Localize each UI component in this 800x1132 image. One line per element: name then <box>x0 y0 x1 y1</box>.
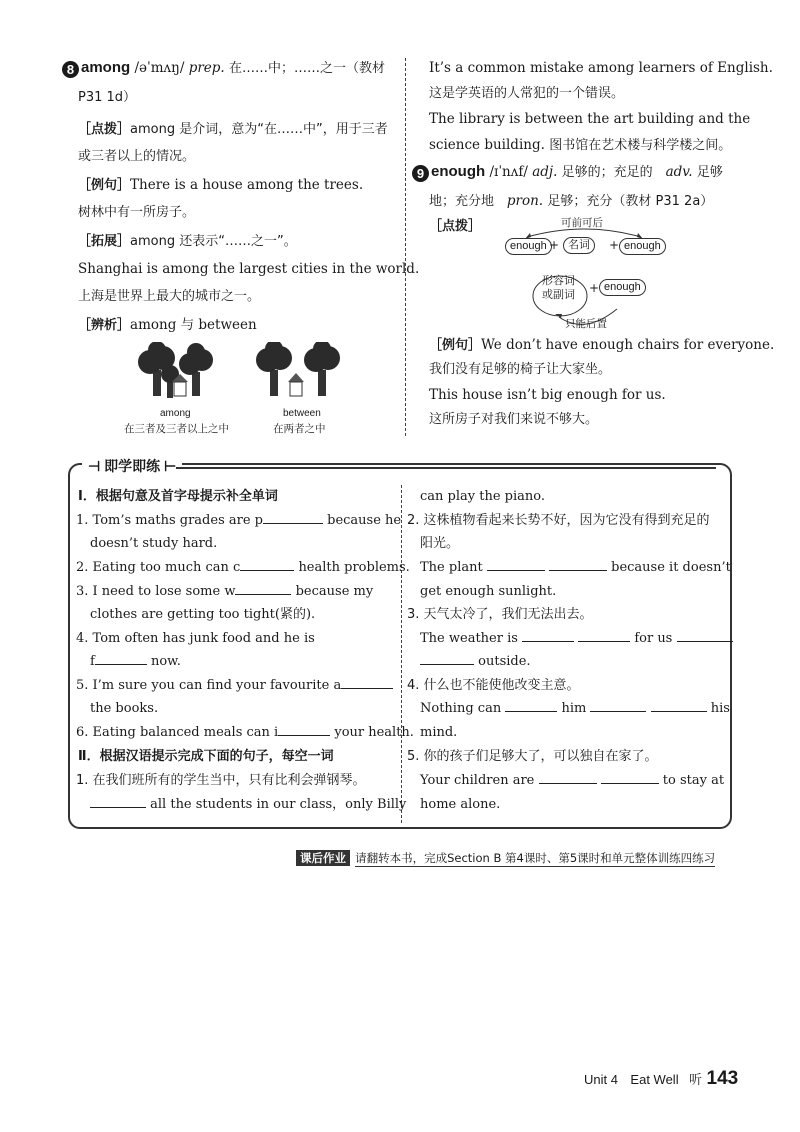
example-line <box>78 172 363 199</box>
cont-cn-1: 这是学英语的人常犯的一个错误。 <box>429 86 625 101</box>
textbook-ref: P31 1d） <box>78 90 137 105</box>
fig-between-cn: 在两者之中 <box>273 423 326 435</box>
part-of-speech: prep. <box>188 60 225 76</box>
extension-text: among 还表示“……之一”。 <box>130 234 297 249</box>
tree-icon <box>304 342 340 396</box>
question-text: to stay at <box>662 773 725 788</box>
homework-bar <box>296 847 715 867</box>
cont-line-2b <box>429 132 731 159</box>
exercise-title-bar: ⊣ 即学即练 ⊢ <box>82 456 182 478</box>
diagram-enough-after: enough <box>599 279 646 296</box>
enough-position-diagram <box>505 215 665 330</box>
answer-blank[interactable] <box>651 699 707 712</box>
translate-3-en <box>420 627 733 651</box>
analysis-label: ［辨析］ <box>78 318 131 333</box>
fig-between-en: between <box>283 408 321 419</box>
cont-cn-2: 图书馆在艺术楼与科学楼之间。 <box>549 138 732 153</box>
question-text: The plant <box>420 560 483 575</box>
question-text: him <box>561 701 587 716</box>
question-text: health problems. <box>298 560 410 575</box>
translate-5-en <box>420 769 724 793</box>
extension-cn: 上海是世界上最大的城市之一。 <box>78 289 261 304</box>
diagram-plus: + <box>589 281 600 295</box>
question-3 <box>76 580 373 604</box>
diagram-adj: 形容词 <box>542 274 575 287</box>
answer-blank[interactable] <box>539 771 597 784</box>
entry-number-badge: 9 <box>412 165 429 182</box>
diagram-adv-label: 或副词 <box>542 288 575 301</box>
cont-en-2b: science building. <box>429 137 545 153</box>
cont-en-1: It’s a common mistake among learners of English. <box>429 60 773 76</box>
phonetic: /ɪˈnʌf/ <box>489 164 528 180</box>
example-en: We don’t have enough chairs for everyone. <box>481 337 775 353</box>
answer-blank[interactable] <box>677 629 733 642</box>
example-line <box>429 332 774 359</box>
extension-label: ［拓展］ <box>78 234 131 249</box>
footer-title: Eat Well <box>630 1072 679 1087</box>
translate-3-en-cont <box>420 650 531 674</box>
answer-blank[interactable] <box>278 723 330 736</box>
example-label: ［例句］ <box>78 178 131 193</box>
fig-among-en: among <box>160 408 191 419</box>
translate-5-en-cont: home alone. <box>420 797 501 812</box>
exercise-title-rule <box>176 467 716 469</box>
page-footer <box>584 1068 738 1090</box>
diagram-enough-left: enough <box>505 238 552 255</box>
question-5-cont: the books. <box>90 701 159 716</box>
part-of-speech: adv. <box>665 164 693 180</box>
meaning: 足够；充分（教材 P31 2a） <box>547 194 714 209</box>
part-of-speech: pron. <box>506 193 544 209</box>
question-text: The weather is <box>420 631 518 646</box>
answer-blank[interactable] <box>235 582 291 595</box>
house-icon <box>288 373 304 396</box>
translate-2-en <box>420 556 731 580</box>
answer-blank[interactable] <box>263 511 323 524</box>
question-3-cont: clothes are getting too tight(紧的). <box>90 607 316 622</box>
question-text: Your children are <box>420 773 535 788</box>
extension-en: Shanghai is among the largest cities in the world. <box>78 261 420 277</box>
question-text: because he <box>327 513 402 528</box>
question-1 <box>76 509 401 533</box>
section-1-title: Ⅰ．根据句意及首字母提示补全单词 <box>78 489 278 504</box>
question-text: all the students in our class，only Billy <box>150 797 407 812</box>
translate-2-cn-cont: 阳光。 <box>420 536 460 551</box>
translate-4-en <box>420 697 730 721</box>
tip-line-1 <box>78 116 388 143</box>
extension-line <box>78 228 297 255</box>
question-text: because my <box>295 584 374 599</box>
tip-label: ［点拨］ <box>429 219 482 234</box>
question-text: for us <box>634 631 673 646</box>
fig-among-cn: 在三者及三者以上之中 <box>124 423 229 435</box>
translate-3-cn: 3. 天气太冷了，我们无法出去。 <box>407 607 593 622</box>
example-cn: 树林中有一所房子。 <box>78 205 196 220</box>
question-6 <box>76 721 414 745</box>
section-2-title: Ⅱ．根据汉语提示完成下面的句子，每空一词 <box>78 749 334 764</box>
headword: enough <box>431 163 486 180</box>
question-5 <box>76 674 393 698</box>
homework-text: 请翻转本书，完成Section B 第4课时、第5课时和单元整体训练四练习 <box>355 851 716 865</box>
entry-8-header <box>62 55 385 82</box>
meaning: 地；充分地 <box>429 194 495 209</box>
question-text: because it doesn’t <box>611 560 731 575</box>
answer-blank[interactable] <box>341 676 393 689</box>
entry-number-badge: 8 <box>62 61 79 78</box>
entry-9-line-2 <box>429 188 713 215</box>
tip-label: ［点拨］ <box>78 122 131 137</box>
tree-icon <box>256 342 292 396</box>
example-cn: 我们没有足够的椅子让大家坐。 <box>429 362 612 377</box>
diagram-noun: 名词 <box>563 237 595 254</box>
question-text: 3. I need to lose some w <box>76 584 236 599</box>
question-4-cont <box>90 650 181 674</box>
answer-blank[interactable] <box>240 558 294 571</box>
meaning: 在……中；……之一（教材 <box>229 61 386 76</box>
entry-9-header <box>412 159 723 186</box>
among-between-illustration <box>120 342 360 412</box>
answer-blank[interactable] <box>601 771 659 784</box>
answer-blank[interactable] <box>420 652 474 665</box>
question-1-cont: doesn’t study hard. <box>90 536 218 551</box>
diagram-plus: + <box>549 238 560 252</box>
question-text: your health. <box>334 725 414 740</box>
headword: among <box>81 59 131 76</box>
meaning: 足够 <box>696 165 723 180</box>
analysis-line <box>78 312 257 339</box>
answer-blank[interactable] <box>95 652 147 665</box>
footer-mode: 听 <box>689 1073 703 1088</box>
question-text: 5. I’m sure you can find your favourite a <box>76 678 342 693</box>
translate-5-cn: 5. 你的孩子们足够大了，可以独自在家了。 <box>407 749 658 764</box>
column-divider <box>405 58 406 436</box>
example-label: ［例句］ <box>429 338 482 353</box>
footer-unit: Unit 4 <box>584 1072 618 1087</box>
translate-4-en-cont: mind. <box>420 725 458 740</box>
question-text: now. <box>150 654 181 669</box>
question-4: 4. Tom often has junk food and he is <box>76 631 315 646</box>
diagram-after-label: 只能后置 <box>565 318 607 330</box>
tip-line-2: 或三者以上的情况。 <box>78 149 196 164</box>
answer-blank[interactable] <box>505 699 557 712</box>
question-text: f <box>90 654 95 669</box>
translate-2-cn: 2. 这株植物看起来长势不好，因为它没有得到充足的 <box>407 513 710 528</box>
question-text: 6. Eating balanced meals can i <box>76 725 279 740</box>
question-text: 1. Tom’s maths grades are p <box>76 513 263 528</box>
question-text: outside. <box>478 654 531 669</box>
answer-blank[interactable] <box>590 699 646 712</box>
translate-2-en-cont: get enough sunlight. <box>420 584 557 599</box>
answer-blank[interactable] <box>522 629 574 642</box>
example-cn: 这所房子对我们来说不够大。 <box>429 412 599 427</box>
translate-1-en <box>90 793 406 817</box>
page-number: 143 <box>706 1068 739 1089</box>
tip-text: among 是介词，意为“在……中”，用于三者 <box>130 122 388 137</box>
part-of-speech: adj. <box>532 164 558 180</box>
question-text: 2. Eating too much can c <box>76 560 241 575</box>
diagram-top-label: 可前可后 <box>561 217 603 229</box>
answer-blank[interactable] <box>487 558 545 571</box>
meaning: 足够的；充足的 <box>561 165 653 180</box>
example-en: This house isn’t big enough for us. <box>429 387 666 403</box>
question-text: his <box>710 701 730 716</box>
example-en: There is a house among the trees. <box>130 177 364 193</box>
diagram-enough-right: enough <box>619 238 666 255</box>
exercise-title: 即学即练 <box>104 459 161 475</box>
question-text: Nothing can <box>420 701 502 716</box>
cont-en-2a: The library is between the art building and the <box>429 111 751 127</box>
diagram-plus: + <box>609 238 620 252</box>
answer-blank[interactable] <box>578 629 630 642</box>
exercise-divider <box>401 485 402 823</box>
translate-1-en-cont: can play the piano. <box>420 489 545 504</box>
answer-blank[interactable] <box>549 558 607 571</box>
analysis-text: among 与 between <box>130 317 257 333</box>
translate-4-cn: 4. 什么也不能使他改变主意。 <box>407 678 580 693</box>
answer-blank[interactable] <box>90 795 146 808</box>
phonetic: /əˈmʌŋ/ <box>134 60 185 76</box>
question-2 <box>76 556 410 580</box>
translate-1-cn: 1. 在我们班所有的学生当中，只有比利会弹钢琴。 <box>76 773 366 788</box>
homework-label: 课后作业 <box>296 850 350 866</box>
